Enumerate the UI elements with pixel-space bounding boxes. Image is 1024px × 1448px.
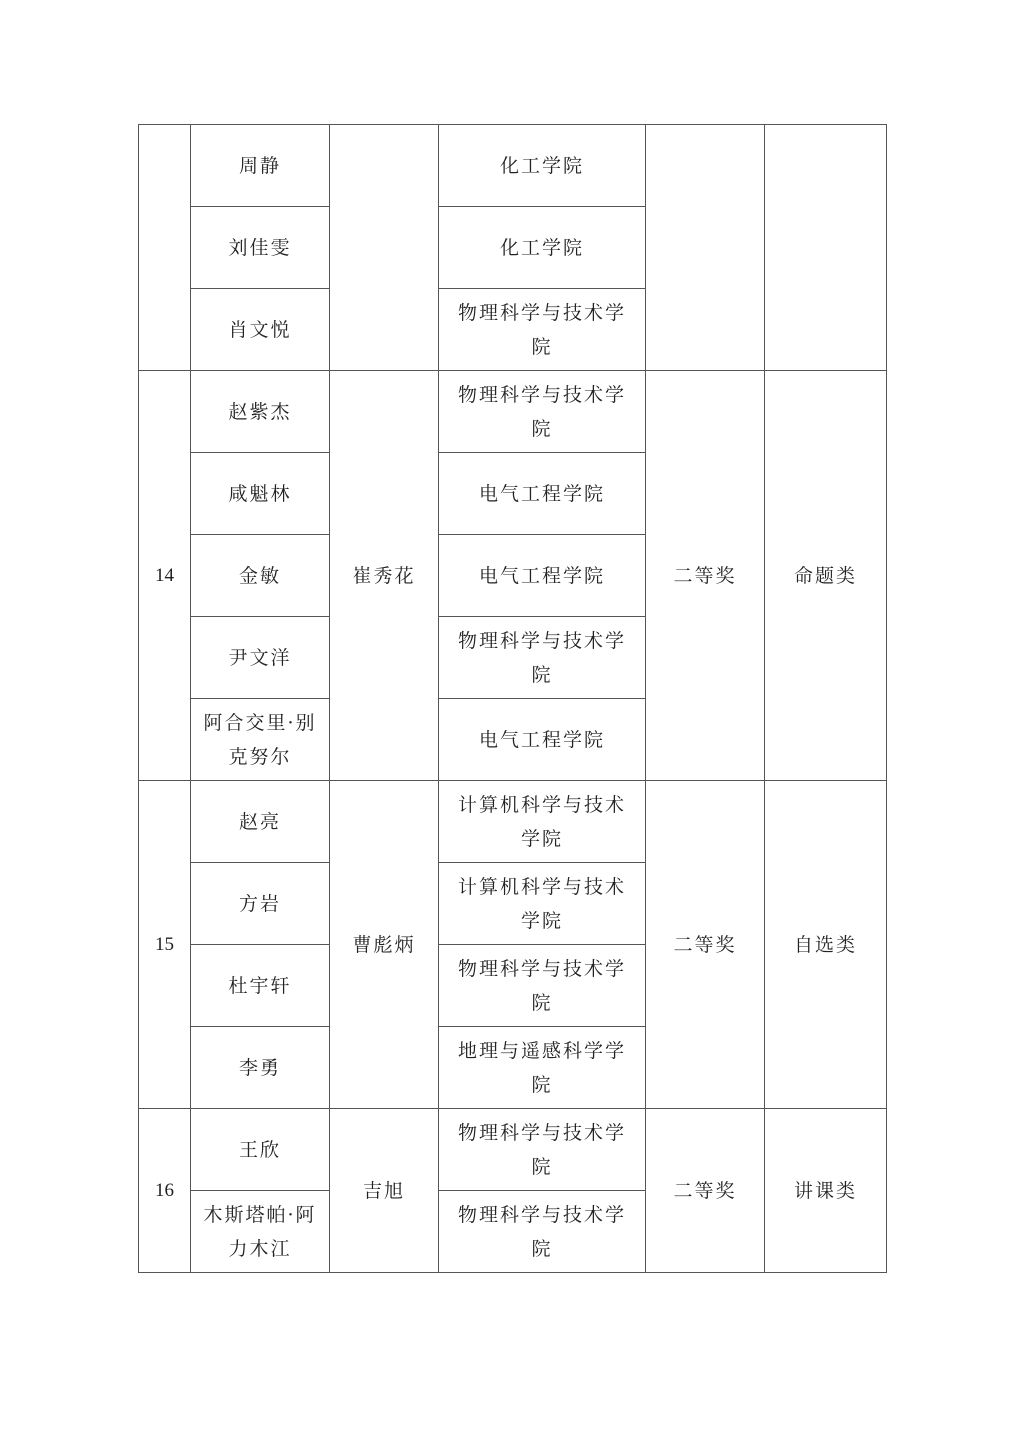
member-college: 电气工程学院 [439,699,646,781]
member-name: 肖文悦 [191,289,330,371]
member-name: 赵亮 [191,781,330,863]
member-name: 李勇 [191,1027,330,1109]
member-name: 刘佳雯 [191,207,330,289]
member-name: 金敏 [191,535,330,617]
member-name: 方岩 [191,863,330,945]
award-level [646,125,765,371]
member-name: 阿合交里·别克努尔 [191,699,330,781]
member-college: 物理科学与技术学院 [439,1109,646,1191]
award-level: 二等奖 [646,781,765,1109]
member-college: 化工学院 [439,207,646,289]
member-college: 物理科学与技术学院 [439,371,646,453]
group-number [139,125,191,371]
advisor-name [330,125,439,371]
member-name: 赵紫杰 [191,371,330,453]
award-category [765,125,887,371]
award-table [138,124,887,1273]
award-table-body [139,125,887,1273]
member-college: 化工学院 [439,125,646,207]
member-college: 物理科学与技术学院 [439,1191,646,1273]
advisor-name: 崔秀花 [330,371,439,781]
member-name: 杜宇轩 [191,945,330,1027]
member-college: 计算机科学与技术学院 [439,781,646,863]
table-row [139,781,887,863]
member-college: 物理科学与技术学院 [439,617,646,699]
group-number: 15 [139,781,191,1109]
member-college: 电气工程学院 [439,535,646,617]
member-name: 王欣 [191,1109,330,1191]
member-college: 物理科学与技术学院 [439,289,646,371]
member-college: 地理与遥感科学学院 [439,1027,646,1109]
member-college: 电气工程学院 [439,453,646,535]
member-name: 咸魁林 [191,453,330,535]
member-college: 物理科学与技术学院 [439,945,646,1027]
award-category: 自选类 [765,781,887,1109]
advisor-name: 吉旭 [330,1109,439,1273]
award-category: 讲课类 [765,1109,887,1273]
award-category: 命题类 [765,371,887,781]
member-name: 木斯塔帕·阿力木江 [191,1191,330,1273]
table-row [139,125,887,207]
group-number: 14 [139,371,191,781]
group-number: 16 [139,1109,191,1273]
member-college: 计算机科学与技术学院 [439,863,646,945]
table-row [139,1109,887,1191]
member-name: 周静 [191,125,330,207]
table-row [139,371,887,453]
member-name: 尹文洋 [191,617,330,699]
advisor-name: 曹彪炳 [330,781,439,1109]
award-level: 二等奖 [646,371,765,781]
award-level: 二等奖 [646,1109,765,1273]
